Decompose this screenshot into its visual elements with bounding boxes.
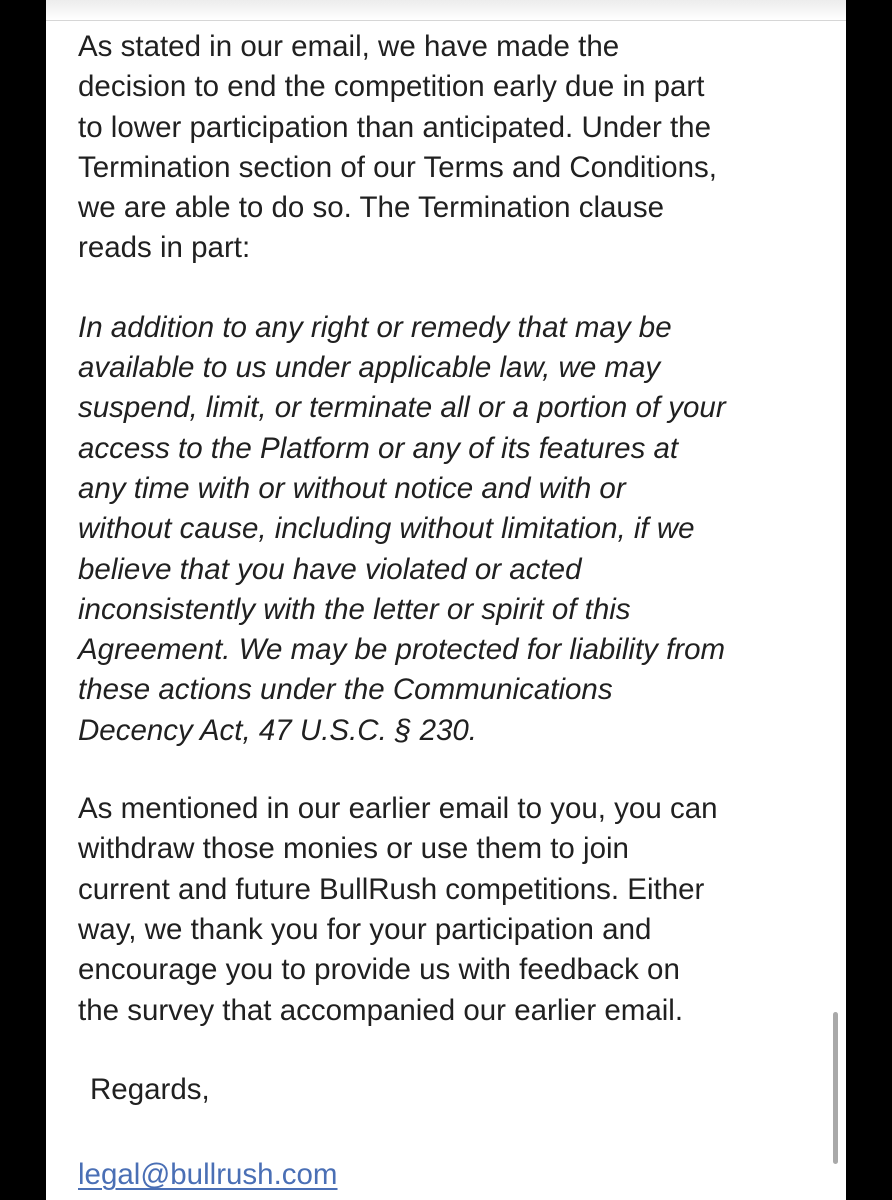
termination-clause-quote: In addition to any right or remedy that may be available to us under applicable law, we may suspend, limit, or terminate all or a portion of your access to the Platform or any of its features at any time with or without notice and with or without cause, including without limitation, if we believe that you have violated or acted inconsistently with the letter or spirit of this Agreement. We may be protected for liability from these actions under the Communications Decency Act, 47 U.S.C. § 230. (78, 310, 726, 747)
paragraph-termination-notice: As stated in our email, we have made the decision to end the competition early due in part to lower participation than anticipated. Under the Termination section of our Terms and Conditions, we are able to do so. The Termination clause reads in part: (78, 30, 717, 265)
vertical-scrollbar[interactable] (833, 1012, 838, 1164)
paragraph-withdraw-funds: As mentioned in our earlier email to you, you can withdraw those monies or use them to join current and future BullRush competitions. Either way, we thank you for your participation and encourage you to provide us with feedback on the survey that accompanied our earlier email. (78, 792, 718, 1027)
email-message (78, 27, 838, 1195)
header-divider (46, 0, 846, 21)
legal-email-link[interactable]: legal@bullrush.com (78, 1158, 338, 1192)
closing-regards: Regards, (90, 1072, 210, 1106)
email-body-view (46, 0, 846, 1200)
